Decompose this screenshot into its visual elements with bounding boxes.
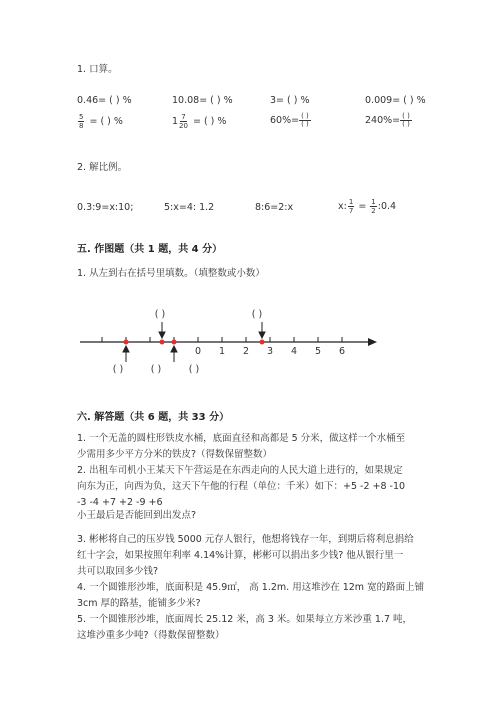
- number-line-point: [124, 340, 129, 345]
- tick-label: 6: [338, 346, 346, 357]
- oral-calc-item: 60%= $\frac{( )}{( )}$: [270, 112, 309, 128]
- oral-calc-item: 3= ( ) %: [270, 95, 310, 106]
- word-problem-3-to-5: 3. 彬彬将自己的压岁钱 5000 元存人银行，他想将钱存一年，到期后将利息捐给 红十字会，如果按照年利率 4.14%计算，彬彬可以捐出多少钱? 他从银行里一 共可以取回多少钱? 4. 一个圆锥形沙堆，底面积是 45.9㎡， 高 1.2m. 用这堆沙在 12m 宽的路面上铺 3cm 厚的路基，能铺多少米? 5. 一个圆锥形沙堆，底面周长 25.12 米，高 3 米。如果每立方米沙重 1.7 吨， 这堆沙重多少吨?（得数保留整数）: [77, 534, 425, 641]
- oral-calc-item: 240%= $\frac{( )}{( )}$: [365, 112, 410, 128]
- arrowhead-icon: [159, 332, 165, 338]
- oral-calc-item: 0.46= ( ) %: [77, 95, 132, 106]
- arrowhead-icon: [259, 332, 265, 338]
- answer-bracket-top: ( ): [251, 309, 263, 320]
- number-line-ticks: [102, 337, 342, 342]
- oral-calc-item: 1 $\frac{7}{20}$ = ( ) %: [172, 113, 227, 130]
- proportion-item: 0.3:9=x:10;: [77, 202, 134, 213]
- section-6-heading: 六. 解答题（共 6 题，共 33 分）: [77, 412, 230, 423]
- answer-bracket-top: ( ): [154, 309, 166, 320]
- tick-label: 0: [194, 346, 202, 357]
- tick-label: 5: [314, 346, 322, 357]
- proportion-item: x: $\frac{1}{7}$ = $\frac{1}{2}$ :0.4: [338, 198, 397, 215]
- arrowhead-icon: [171, 346, 177, 352]
- blank-fraction: $\frac{( )}{( )}$: [301, 112, 309, 128]
- answer-bracket-bottom: ( ): [112, 364, 124, 375]
- word-problem-2-question: 小王最后是否能回到出发点?: [77, 510, 197, 521]
- number-line-point: [260, 340, 265, 345]
- fraction: $\frac{1}{2}$: [371, 198, 376, 215]
- tick-label: 2: [242, 346, 250, 357]
- number-line-arrowhead: [368, 338, 377, 346]
- answer-bracket-bottom: ( ): [150, 364, 162, 375]
- blank-fraction: $\frac{( )}{( )}$: [402, 112, 410, 128]
- word-problem-1: 1. 一个无盖的圆柱形铁皮水桶，底面直径和高都是 5 分米，做这样一个水桶至 少需用多少平方分米的铁皮?（得数保留整数） 2. 出租车司机小王某天下午营运是在东西走向的人民大道上进行的，如果规定 向东为正，向西为负，这天下午他的行程（单位：千米）如下：+5 -2 +8 -10 -3 -4 +7 +2 -9 +6: [77, 433, 406, 508]
- question-1-heading: 1. 口算。: [77, 64, 118, 75]
- arrowhead-icon: [123, 346, 129, 352]
- oral-calc-item: 10.08= ( ) %: [172, 95, 233, 106]
- tick-label: 1: [218, 346, 226, 357]
- fraction: $\frac{1}{7}$: [348, 198, 354, 215]
- oral-calc-item: $\frac{5}{8}$ = ( ) %: [79, 113, 123, 130]
- proportion-item: 5:x=4: 1.2: [164, 202, 215, 213]
- number-line-point: [172, 340, 177, 345]
- fraction: $\frac{5}{8}$: [79, 113, 84, 130]
- oral-calc-item: 0.009= ( ) %: [365, 95, 426, 106]
- fraction: $\frac{7}{20}$: [179, 113, 188, 130]
- section-5-heading: 五. 作图题（共 1 题，共 4 分）: [77, 244, 223, 255]
- tick-label: 3: [266, 346, 274, 357]
- proportion-item: 8:6=2:x: [255, 202, 294, 213]
- number-line-point: [160, 340, 165, 345]
- tick-label: 4: [290, 346, 298, 357]
- question-2-heading: 2. 解比例。: [77, 162, 128, 173]
- answer-bracket-bottom: ( ): [188, 364, 200, 375]
- section-5-question-1: 1. 从左到右在括号里填数。（填整数或小数）: [77, 268, 265, 279]
